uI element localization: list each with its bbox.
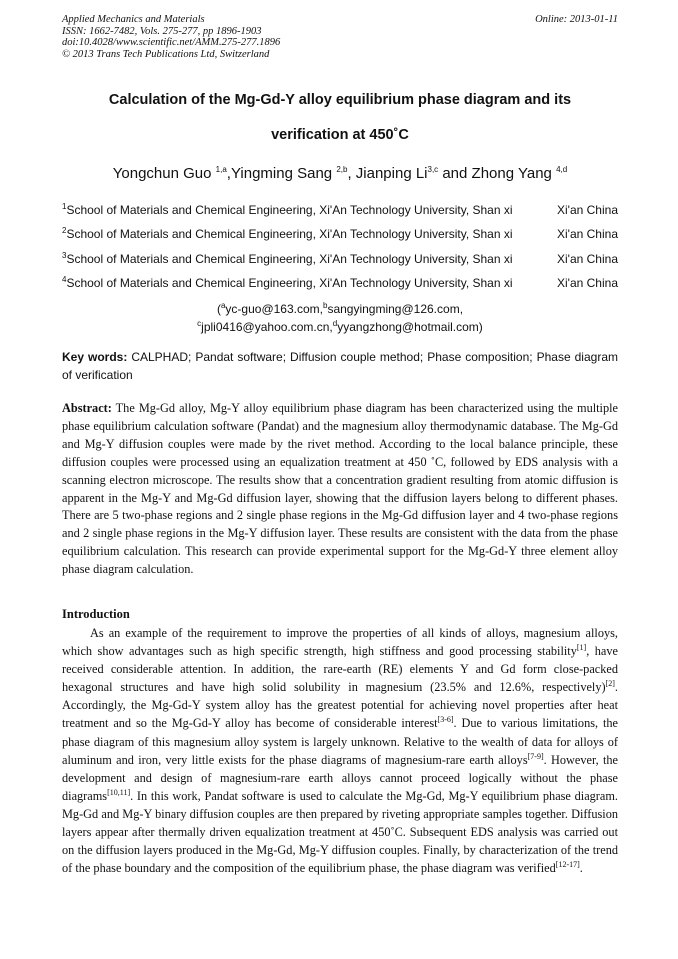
abstract-label: Abstract: [62,401,112,415]
online-date: Online: 2013-01-11 [535,14,618,25]
affiliation-2: $^2$School of Materials and Chemical Engineering, Xi'An Technology University, Shan xi Xi'an China [62,226,618,241]
keywords-label: Key words: [62,350,128,364]
abstract [62,400,618,579]
author-name: Yingming Sang [230,165,333,182]
copyright-line: © 2013 Trans Tech Publications Ltd, Switzerland [62,48,270,60]
affiliation-1: $^1$School of Materials and Chemical Engineering, Xi'An Technology University, Shan xi Xi'an China [62,202,618,217]
email-b[interactable]: sangyingming@126.com, [327,302,464,316]
paper-title-line-2: verification at 450˚C [271,127,409,143]
abstract-text: The Mg-Gd alloy, Mg-Y alloy equilibrium phase diagram has been characterized using the multiple phase equilibrium calculation software (Pandat) and the magnesium alloy thermodynamic database. The Mg-Gd and Mg-Y diffusion couples were made by the rivet method. According to the local balance principle, these diffusion couples were processed using an equalization treatment at 450 ˚C, followed by EDS analysis with a scanning electron microscope. The results show that a concentration gradient resulting from atomic diffusion is apparent in the Mg-Y and Mg-Gd diffusion layer, showing that the diffusion layers belong to different phases. There are 5 two-phase regions and 2 single phase regions in the Mg-Gd diffusion layer and 4 two-phase regions and 2 single phase regions in the Mg-Y diffusion layer. These results are consistent with the data from the phase equilibrium calculation. This research can provide experimental support for the Mg-Gd-Y three element alloy phase diagram calculation. [62,401,618,577]
email-d[interactable]: yyangzhong@hotmail.com) [337,320,483,334]
keywords-text: CALPHAD; Pandat software; Diffusion couple method; Phase composition; Phase diagram of verification [62,350,618,382]
email-line-1: ($^a$yc-guo@163.com,$^b$sangyingming@126.com, [216,301,464,316]
page-header [62,14,618,60]
doi-line: doi:10.4028/www.scientific.net/AMM.275-277.1896 [62,37,281,48]
author-sup: 2,b [336,165,348,174]
introduction-heading: Introduction [62,607,130,621]
author-sup: 1,a [215,165,227,174]
author-list: Yongchun Guo $^{1,a}$,Yingming Sang $^{2,b}$, Jianping Li$^{3,c}$ and Zhong Yang $^{4,d}$ [112,165,568,182]
citation: [2] [605,679,615,689]
affiliation-4: $^4$School of Materials and Chemical Engineering, Xi'An Technology University, Shan xi Xi'an China [62,275,618,290]
citation: [3-6] [437,715,454,725]
author-sup: 4,d [556,165,568,174]
author-name: Jianping Li [355,165,428,182]
introduction-body: As an example of the requirement to improve the properties of all kinds of alloys, magnesium alloys, which show advantages such as high specific strength, high stiffness and good processing stability[1], have received considerable attention. In addition, the rare-earth (RE) elements Y and Gd form close-packed hexagonal structures and have high solid solubility in magnesium (23.5% and 12.6%, respectively)[2]. Accordingly, the Mg-Gd-Y system alloy has the greatest potential for achieving novel properties after heat treatment and so the Mg-Gd-Y alloy has become of considerable interest[3-6]. Due to various limitations, the phase diagram of this magnesium alloy system is largely unknown. Relative to the wealth of data for alloys of aluminum and iron, very little exists for the phase diagrams of magnesium-rare earth alloys[7-9]. However, the development and design of magnesium-rare earth alloys cannot proceed logically without the phase diagrams[10,11]. In this work, Pandat software is used to calculate the Mg-Gd, Mg-Y equilibrium phase diagram. Mg-Gd and Mg-Y binary diffusion couples are then prepared by riveting appropriate samples together. Diffusion layers appear after thermally driven equalization treatment at 450˚C. Subsequent EDS analysis was carried out on the diffusion layers produced in the Mg-Gd, Mg-Y diffusion couples. Finally, by characterization of the trend of the phase boundary and the composition of the equilibrium phase, the phase diagram was verified[12-17]. [62,626,618,876]
affiliation-3: $^3$School of Materials and Chemical Engineering, Xi'An Technology University, Shan xi Xi'an China [62,251,618,266]
citation: [10,11] [107,787,131,797]
author-name: Zhong Yang [471,165,552,182]
citation: [7-9] [527,751,544,761]
email-c[interactable]: jpli0416@yahoo.com.cn, [201,320,333,334]
email-line-2: $^c$jpli0416@yahoo.com.cn,$^d$yyangzhong@hotmail.com) [197,319,483,334]
keywords [62,348,618,384]
citation: [1] [576,643,587,652]
citation: [12-17] [555,860,580,870]
author-sup: 3,c [427,165,439,174]
issn-line: ISSN: 1662-7482, Vols. 275-277, pp 1896-1903 [62,25,262,37]
author-name: Yongchun Guo [112,165,212,182]
paper-title-line-1: Calculation of the Mg-Gd-Y alloy equilibrium phase diagram and its [108,92,572,108]
email-a[interactable]: yc-guo@163.com, [225,302,323,316]
journal-name: Applied Mechanics and Materials [62,14,205,25]
